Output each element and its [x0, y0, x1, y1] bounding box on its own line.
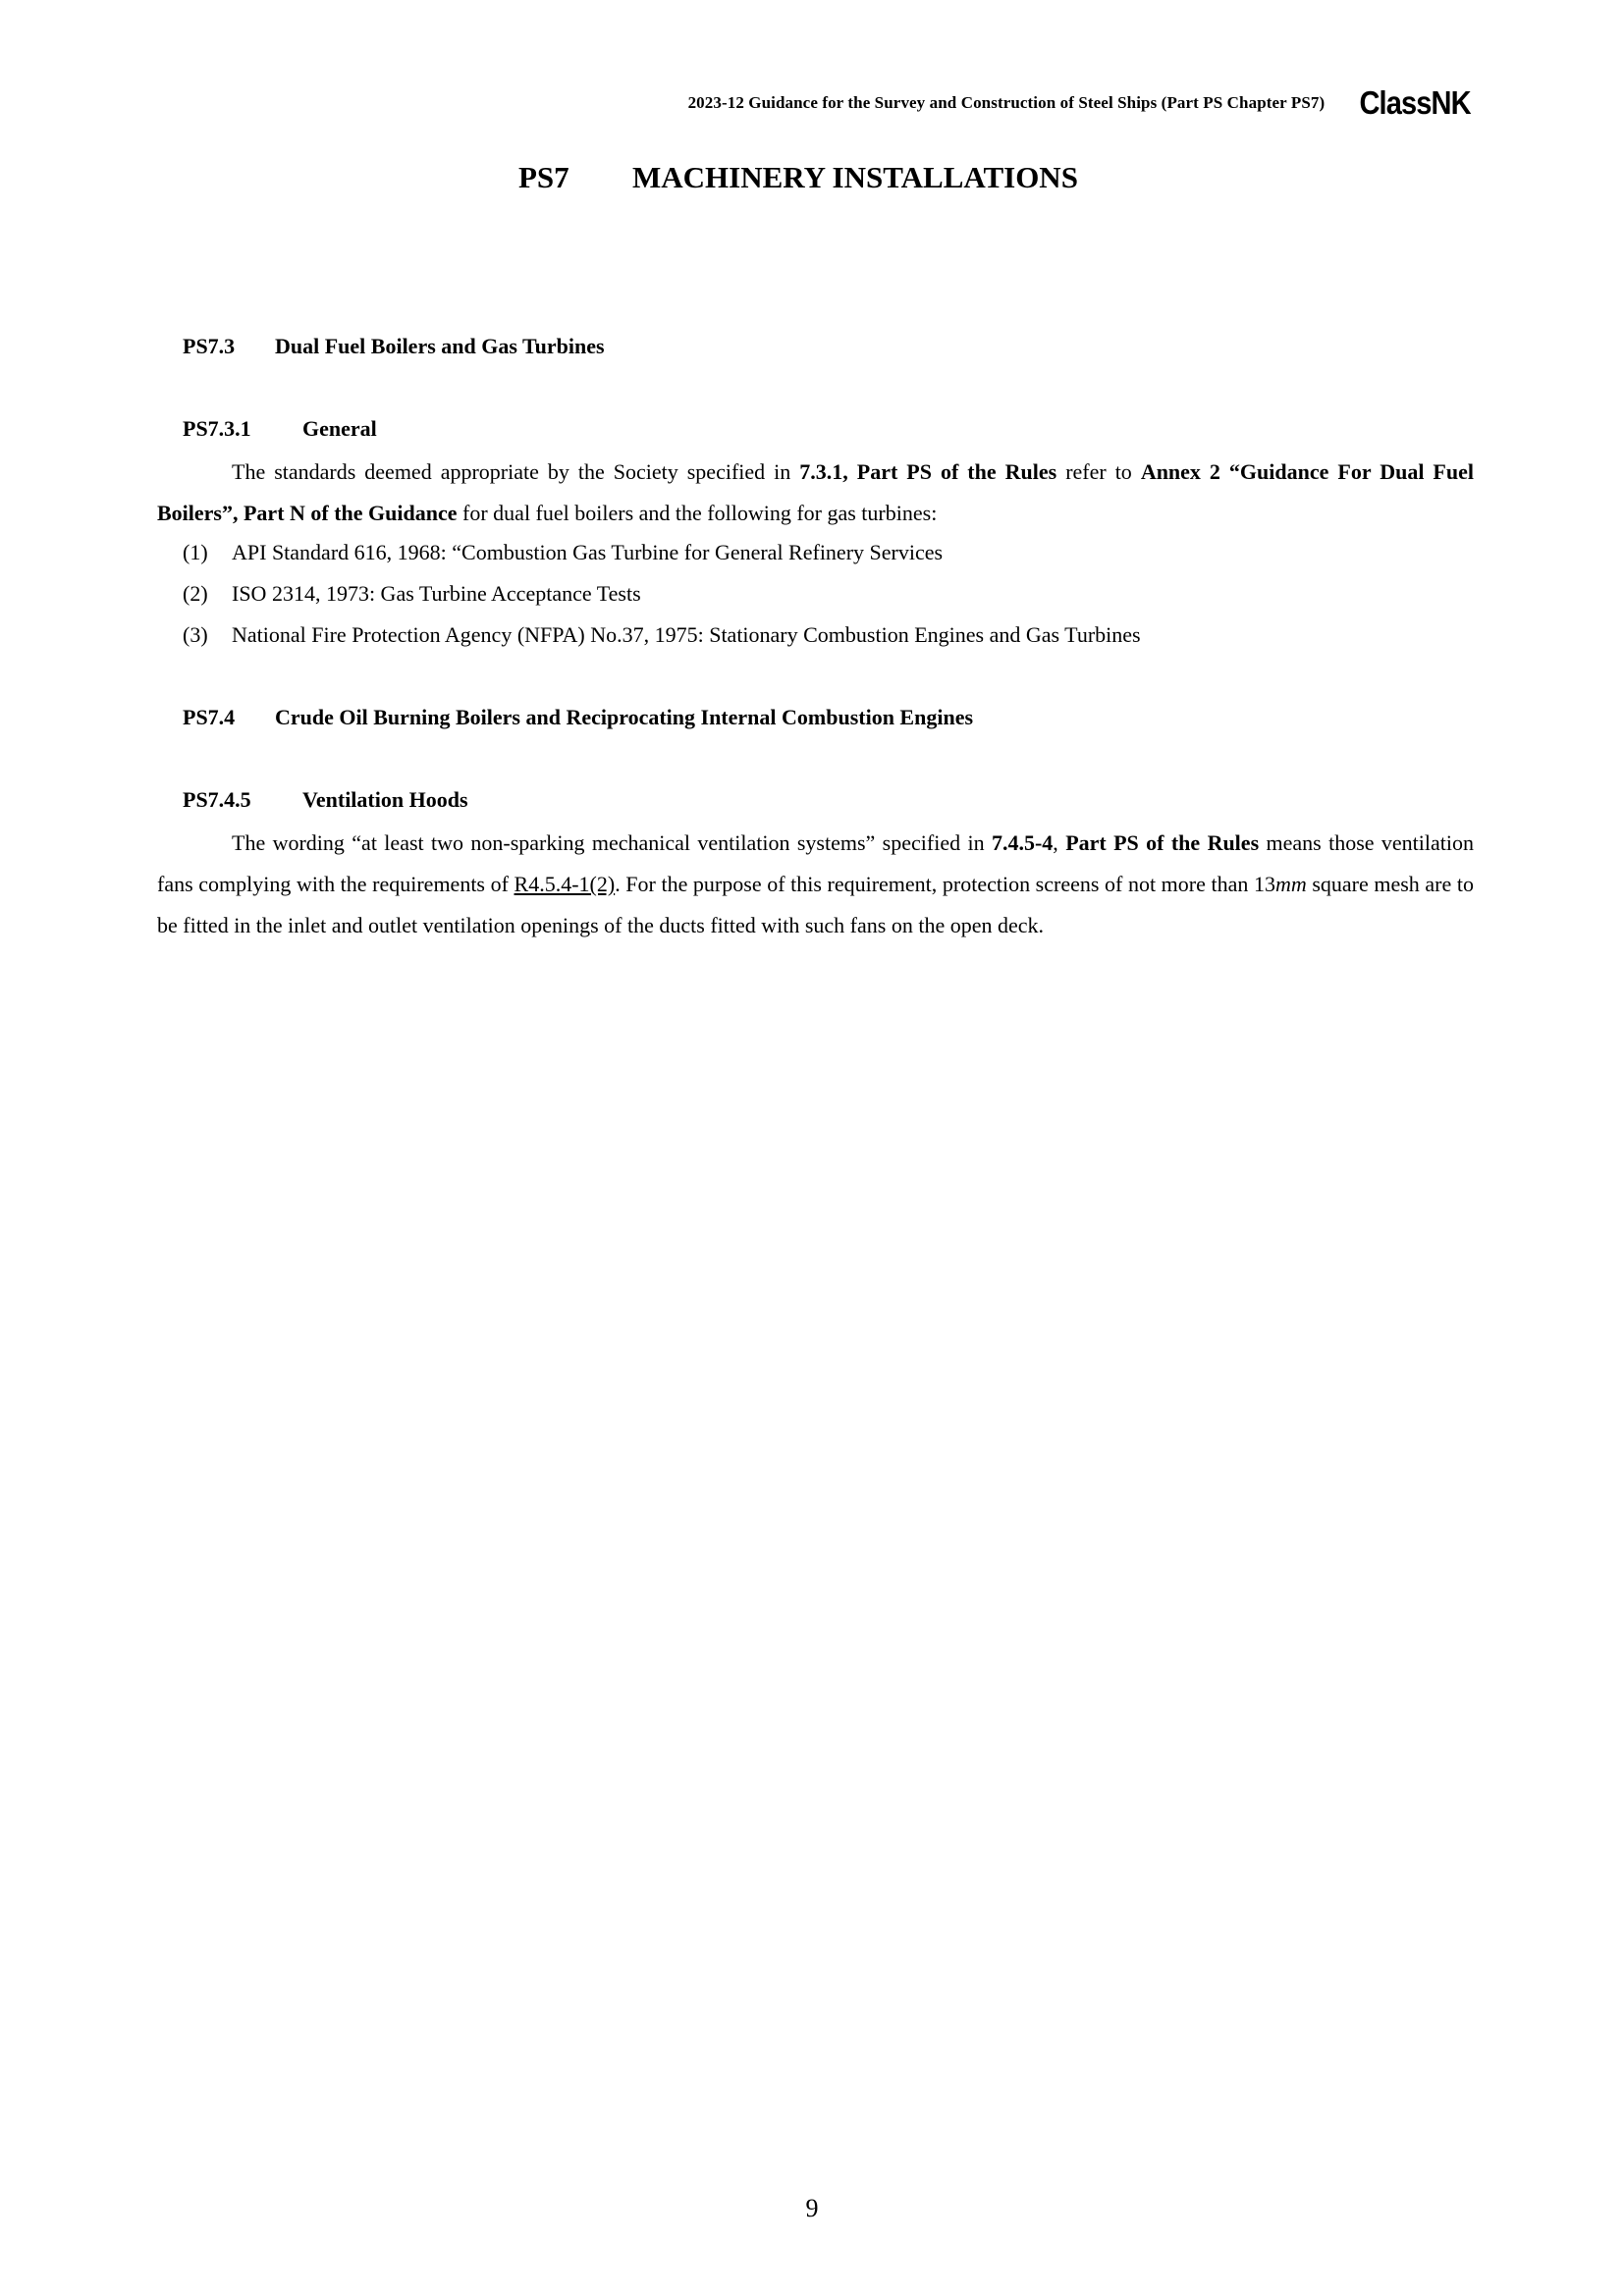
list-item [183, 540, 943, 565]
running-header [688, 86, 1471, 119]
section-title: General [302, 416, 377, 441]
section-heading-ps7-3 [183, 334, 605, 359]
running-header-title: 2023-12 Guidance for the Survey and Construction of Steel Ships (Part PS Chapter PS7) [687, 92, 1326, 112]
section-heading-ps7-4-5 [183, 787, 468, 813]
page-number: 9 [805, 2194, 819, 2222]
section-number: PS7.3 [183, 334, 236, 358]
paragraph-ps7-3-1: The standards deemed appropriate by the Society specified in 7.3.1, Part PS of the Rules refer to Annex 2 “Guidance For Dual Fuel Boilers”, Part N of the Guidance for dual fuel boilers and the following for gas turbines: [157, 459, 1474, 525]
list-item-number: (1) [183, 540, 208, 564]
unit-mm: mm [1274, 872, 1307, 896]
rule-link-r4-5-4-1-2[interactable]: R4.5.4-1(2) [514, 872, 616, 896]
chapter-number: PS7 [518, 160, 569, 194]
chapter-title [518, 160, 1078, 195]
guidance-reference: Annex 2 “Guidance For Dual Fuel Boilers”, Part N of the Guidance [157, 459, 1474, 525]
section-number: PS7.4 [183, 705, 236, 729]
rule-reference: Part PS of the Rules [1065, 830, 1260, 855]
section-title: Dual Fuel Boilers and Gas Turbines [275, 334, 605, 358]
section-heading-ps7-3-1 [183, 416, 377, 442]
rule-reference: 7.3.1, Part PS of the Rules [799, 459, 1057, 484]
section-heading-ps7-4 [183, 705, 973, 730]
section-title: Ventilation Hoods [302, 787, 468, 812]
list-item [183, 622, 1141, 648]
list-item-number: (2) [183, 581, 208, 606]
list-item [183, 581, 641, 607]
list-item-text: National Fire Protection Agency (NFPA) No.37, 1975: Stationary Combustion Engines and Gas Turbines [232, 622, 1141, 647]
list-item-number: (3) [183, 622, 208, 647]
classnk-logo: ClassNK [1359, 84, 1471, 121]
section-title: Crude Oil Burning Boilers and Reciprocating Internal Combustion Engines [275, 705, 974, 729]
rule-reference: 7.4.5-4 [991, 830, 1054, 855]
section-number: PS7.4.5 [183, 787, 251, 812]
list-item-text: ISO 2314, 1973: Gas Turbine Acceptance Tests [232, 581, 641, 606]
paragraph-ps7-4-5: The wording “at least two non-sparking mechanical ventilation systems” specified in 7.4.5-4, Part PS of the Rules means those ventilation fans complying with the requirements of R4.5.4-1(2). For the purpose of this requirement, protection screens of not more than 13mm square mesh are to be fitted in the inlet and outlet ventilation openings of the ducts fitted with such fans on the open deck. [157, 830, 1474, 937]
chapter-name: MACHINERY INSTALLATIONS [632, 160, 1078, 194]
section-number: PS7.3.1 [183, 416, 251, 441]
list-item-text: API Standard 616, 1968: “Combustion Gas Turbine for General Refinery Services [232, 540, 944, 564]
